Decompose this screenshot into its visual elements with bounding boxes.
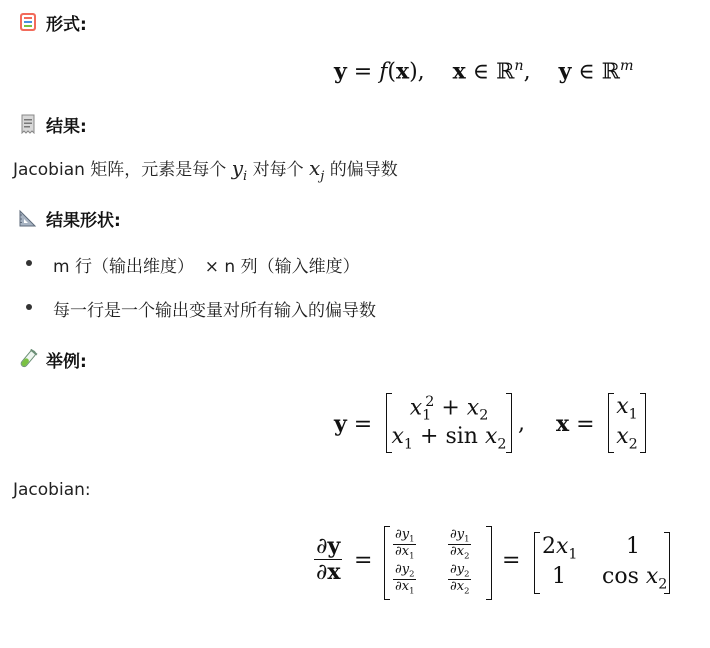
shape-list-2 bbox=[26, 296, 376, 321]
test-tube-icon bbox=[18, 349, 38, 369]
triangle-ruler-icon bbox=[18, 208, 38, 228]
section-result-title bbox=[18, 112, 87, 136]
formula-form: y = f(x), x ∈ ℝ$^n$, y ∈ ℝ$^m$ bbox=[334, 58, 634, 85]
section-title-text: 形式: bbox=[46, 14, 87, 35]
section-title-text: 结果: bbox=[46, 116, 87, 137]
section-example-title bbox=[18, 347, 87, 371]
result-description: Jacobian 矩阵，元素是每个 $y_i$ 对每个 $x_j$ 的偏导数 bbox=[13, 156, 398, 184]
section-title-text: 结果形状: bbox=[46, 210, 121, 231]
section-title-text: 举例: bbox=[46, 351, 87, 372]
receipt-icon bbox=[18, 114, 38, 134]
jacobian-label: Jacobian: bbox=[13, 480, 91, 500]
list-item: 每一行是一个输出变量对所有输入的偏导数 bbox=[26, 296, 376, 318]
section-shape-title bbox=[18, 206, 121, 230]
shape-list bbox=[26, 252, 360, 277]
section-form-title bbox=[18, 10, 87, 34]
notebook-icon bbox=[18, 12, 38, 32]
list-item: m 行（输出维度） × n 列（输入维度） bbox=[26, 252, 360, 274]
